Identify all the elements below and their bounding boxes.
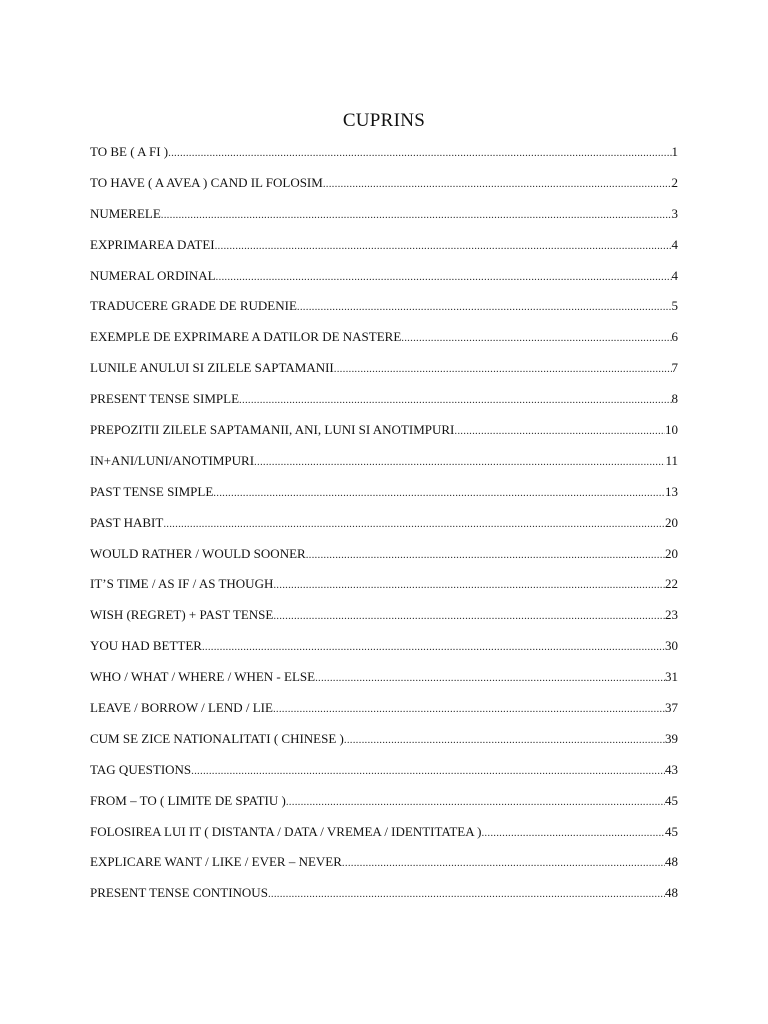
toc-entry-label: IN+ANI/LUNI/ANOTIMPURI [90, 452, 255, 468]
toc-entry-page-number: 37 [665, 700, 678, 716]
toc-entry-label: WHO / WHAT / WHERE / WHEN - ELSE [90, 669, 316, 685]
toc-entry-label: TRADUCERE GRADE DE RUDENIE [90, 298, 297, 314]
toc-entry-label: EXPRIMAREA DATEI [90, 236, 215, 252]
toc-entry [90, 822, 678, 853]
toc-entry-label: FOLOSIREA LUI IT ( DISTANTA / DATA / VREMEA / IDENTITATEA ) [90, 823, 482, 839]
toc-entry-page-number: 2 [671, 174, 678, 190]
toc-entry [90, 142, 678, 173]
toc-entry-page-number: 23 [665, 607, 678, 623]
dot-leader [273, 575, 665, 595]
dot-leader [323, 174, 672, 194]
toc-entry-page-number: 30 [665, 638, 678, 654]
toc-entry-page-number: 11 [665, 452, 678, 468]
dot-leader [306, 545, 665, 565]
toc-entry-page-number: 6 [671, 329, 678, 345]
dot-leader [342, 853, 665, 873]
toc-entry [90, 883, 678, 914]
toc-entry-page-number: 5 [671, 298, 678, 314]
toc-entry-label: NUMERELE [90, 205, 161, 221]
toc-entry-label: YOU HAD BETTER [90, 638, 202, 654]
toc-entry-label: PRESENT TENSE SIMPLE [90, 391, 240, 407]
toc-entry [90, 358, 678, 389]
dot-leader [315, 668, 665, 688]
dot-leader [213, 483, 665, 503]
toc-entry-label: IT’S TIME / AS IF / AS THOUGH [90, 576, 274, 592]
toc-entry-label: PAST HABIT [90, 514, 164, 530]
toc-entry [90, 852, 678, 883]
toc-entry-page-number: 45 [665, 823, 678, 839]
toc-entry [90, 729, 678, 760]
toc-entry-page-number: 20 [665, 545, 678, 561]
toc-entry-page-number: 10 [665, 422, 678, 438]
toc-entry-page-number: 8 [671, 391, 678, 407]
toc-entry-page-number: 43 [665, 761, 678, 777]
toc-entry [90, 791, 678, 822]
toc-entry [90, 389, 678, 420]
toc-entry-label: EXPLICARE WANT / LIKE / EVER – NEVER [90, 854, 342, 870]
dot-leader [191, 761, 665, 781]
toc-entry-label: CUM SE ZICE NATIONALITATI ( CHINESE ) [90, 730, 344, 746]
dot-leader [268, 884, 665, 904]
toc-entry [90, 235, 678, 266]
toc-entry [90, 760, 678, 791]
dot-leader [481, 823, 665, 843]
dot-leader [273, 699, 665, 719]
dot-leader [161, 205, 672, 225]
toc-entry [90, 574, 678, 605]
table-of-contents [90, 142, 678, 914]
toc-entry-label: TO HAVE ( A AVEA ) CAND IL FOLOSIM [90, 174, 323, 190]
toc-entry [90, 266, 678, 297]
toc-entry-label: EXEMPLE DE EXPRIMARE A DATILOR DE NASTERE [90, 329, 402, 345]
toc-entry-page-number: 45 [665, 792, 678, 808]
toc-entry [90, 327, 678, 358]
dot-leader [401, 328, 671, 348]
dot-leader [273, 606, 665, 626]
toc-entry-page-number: 4 [671, 236, 678, 252]
dot-leader [202, 637, 665, 657]
toc-entry [90, 173, 678, 204]
toc-entry [90, 420, 678, 451]
toc-entry-label: PREPOZITII ZILELE SAPTAMANII, ANI, LUNI SI ANOTIMPURI [90, 422, 455, 438]
toc-entry-label: TAG QUESTIONS [90, 761, 192, 777]
dot-leader [163, 514, 665, 534]
toc-entry-page-number: 39 [665, 730, 678, 746]
toc-entry [90, 605, 678, 636]
dot-leader [344, 730, 665, 750]
toc-entry-page-number: 20 [665, 514, 678, 530]
toc-entry-page-number: 48 [665, 854, 678, 870]
toc-entry-label: PAST TENSE SIMPLE [90, 483, 214, 499]
toc-entry [90, 482, 678, 513]
dot-leader [168, 143, 671, 163]
dot-leader [215, 236, 672, 256]
toc-entry-page-number: 13 [665, 483, 678, 499]
dot-leader [334, 359, 672, 379]
toc-entry-label: WISH (REGRET) + PAST TENSE [90, 607, 274, 623]
toc-entry-page-number: 48 [665, 885, 678, 901]
toc-entry [90, 636, 678, 667]
toc-entry [90, 698, 678, 729]
toc-entry [90, 667, 678, 698]
toc-entry [90, 296, 678, 327]
toc-entry [90, 204, 678, 235]
toc-entry-label: PRESENT TENSE CONTINOUS [90, 885, 268, 901]
toc-entry-label: TO BE ( A FI ) [90, 144, 169, 159]
dot-leader [297, 297, 672, 317]
toc-entry [90, 513, 678, 544]
toc-entry-label: LUNILE ANULUI SI ZILELE SAPTAMANII [90, 360, 334, 376]
toc-entry-page-number: 7 [671, 360, 678, 376]
dot-leader [216, 267, 672, 287]
toc-entry [90, 451, 678, 482]
toc-entry [90, 544, 678, 575]
toc-entry-page-number: 3 [671, 205, 678, 221]
toc-entry-label: LEAVE / BORROW / LEND / LIE [90, 700, 273, 716]
dot-leader [454, 421, 665, 441]
toc-entry-label: NUMERAL ORDINAL [90, 267, 216, 283]
toc-entry-label: WOULD RATHER / WOULD SOONER [90, 545, 306, 561]
toc-entry-page-number: 31 [665, 669, 678, 685]
toc-entry-page-number: 22 [665, 576, 678, 592]
toc-entry-page-number: 4 [671, 267, 678, 283]
dot-leader [239, 390, 671, 410]
toc-entry-page-number: 1 [671, 144, 678, 159]
dot-leader [254, 452, 665, 472]
toc-entry-label: FROM – TO ( LIMITE DE SPATIU ) [90, 792, 286, 808]
dot-leader [286, 792, 665, 812]
page-title: CUPRINS [342, 110, 426, 131]
